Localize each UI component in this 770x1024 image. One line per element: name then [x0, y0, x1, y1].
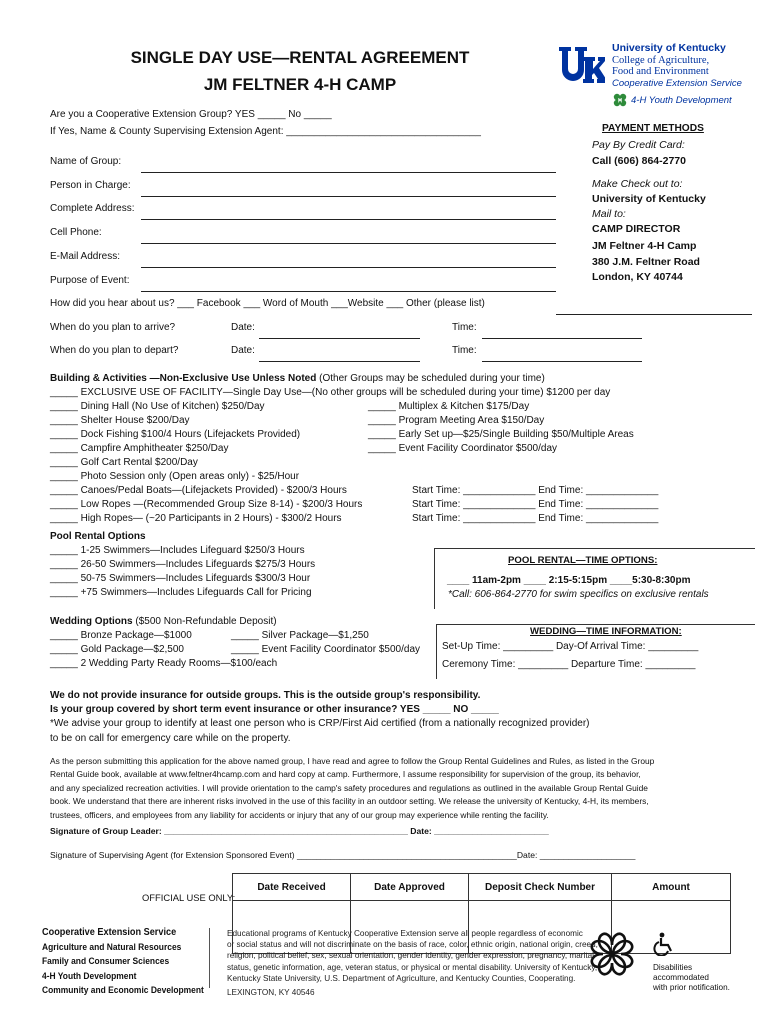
uk-logo-icon — [557, 43, 605, 87]
legal-line: trustees, officers, and employees from any liability for accidents or injury that any of our group may experience while renting the facility. — [50, 809, 549, 820]
statement-line: status, genetic information, age, veteran status, or physical or mental disability. University of Kentucky, — [227, 962, 598, 972]
svg-text:H: H — [617, 97, 623, 105]
extension-agent-question: If Yes, Name & County Supervising Extension Agent: ___________________________________ — [50, 126, 481, 137]
wedding-coordinator[interactable]: _____ Event Facility Coordinator $500/day — [231, 644, 421, 655]
disability-line: accommodated — [653, 972, 709, 982]
logo-line-1: University of Kentucky — [612, 42, 726, 54]
activity-campfire[interactable]: _____ Campfire Amphitheater $250/Day — [50, 443, 229, 454]
footer-city: LEXINGTON, KY 40546 — [227, 988, 315, 998]
activities-heading-text: Building & Activities —Non-Exclusive Use Unless Noted — [50, 373, 317, 384]
pay-credit-label: Pay By Credit Card: — [592, 139, 685, 151]
exclusive-use-option[interactable]: _____ EXCLUSIVE USE OF FACILITY—Single Day Use—(No other groups will be scheduled during your time) $1200 per day — [50, 387, 611, 398]
pool-note: *Call: 606-864-2770 for swim specifics on exclusive rentals — [448, 589, 709, 600]
mail-label: Mail to: — [592, 208, 626, 220]
activity-high-ropes[interactable]: _____ High Ropes— (~20 Participants in 2 Hours) - $300/2 Hours — [50, 513, 342, 524]
col-deposit-check: Deposit Check Number — [469, 874, 612, 901]
mail-recipient: CAMP DIRECTOR — [592, 223, 681, 235]
cell-phone-label: Cell Phone: — [50, 227, 102, 238]
footer-statement — [227, 928, 598, 998]
statement-line: religion, political belief, sex, sexual orientation, gender identity, gender expression, pregnancy, marital — [227, 951, 594, 961]
high-ropes-start-end[interactable]: Start Time: _____________ End Time: _____________ — [412, 513, 659, 524]
pool-time-heading: POOL RENTAL—TIME OPTIONS: — [508, 555, 658, 566]
legal-line: Rental Guide book, available at www.feltner4hcamp.com and hard copy at camp. Furthermore, I assume responsibility for supervision of the group, its behavior, — [50, 769, 641, 780]
depart-date-field[interactable] — [259, 361, 420, 362]
page-title: SINGLE DAY USE—RENTAL AGREEMENT — [130, 48, 470, 67]
disability-line: Disabilities — [653, 963, 693, 972]
referral-other-field[interactable] — [556, 314, 752, 315]
arrive-date-label: Date: — [231, 322, 255, 333]
legal-line: As the person submitting this application for the above named group, I have read and agree to follow the Group Rental Guidelines and Rules, as listed in the Group — [50, 756, 655, 766]
statement-line: Educational programs of Kentucky Cooperative Extension serve all people regardless of economic — [227, 929, 583, 938]
first-aid-advice: *We advise your group to identify at least one person who is CRP/First Aid certified (from a nationally recognized provider) — [50, 718, 590, 729]
pool-option-3[interactable]: _____ 50-75 Swimmers—Includes Lifeguards $300/3 Hour — [50, 573, 311, 584]
official-use-label: OFFICIAL USE ONLY: — [142, 892, 236, 903]
wedding-silver[interactable]: _____ Silver Package—$1,250 — [231, 630, 369, 641]
logo-line-3: Food and Environment — [612, 66, 709, 77]
mail-road: 380 J.M. Feltner Road — [592, 256, 700, 268]
arrive-date-field[interactable] — [259, 338, 420, 339]
wedding-heading — [50, 616, 277, 627]
logo-line-4: Cooperative Extension Service — [612, 77, 742, 89]
clover-icon — [612, 92, 628, 108]
wedding-heading-note: ($500 Non-Refundable Deposit) — [132, 616, 277, 627]
check-payee: University of Kentucky — [592, 193, 706, 205]
activities-heading-note: (Other Groups may be scheduled during your time) — [316, 373, 545, 384]
footer-program: Cooperative Extension Service — [42, 927, 177, 938]
wedding-gold[interactable]: _____ Gold Package—$2,500 — [50, 644, 184, 655]
check-label: Make Check out to: — [592, 178, 683, 190]
col-date-approved: Date Approved — [351, 874, 469, 901]
statement-line: Kentucky State University, U.S. Department of Agriculture, and Kentucky Counties, Cooperating. — [227, 973, 576, 983]
group-name-label: Name of Group: — [50, 156, 122, 167]
activity-photo-session[interactable]: _____ Photo Session only (Open areas only) - $25/Hour — [50, 471, 300, 482]
wedding-ready-rooms[interactable]: _____ 2 Wedding Party Ready Rooms—$100/each — [50, 658, 278, 669]
extension-group-question: Are you a Cooperative Extension Group? YES _____ No _____ — [50, 109, 332, 120]
activity-dining-hall[interactable]: _____ Dining Hall (No Use of Kitchen) $250/Day — [50, 401, 265, 412]
agent-signature-line[interactable]: Signature of Supervising Agent (for Extension Sponsored Event) ______________________________________________Date: ____________________ — [50, 850, 636, 860]
address-label: Complete Address: — [50, 203, 135, 214]
payment-methods-heading: PAYMENT METHODS — [602, 123, 704, 134]
col-amount: Amount — [612, 874, 731, 901]
arrive-label: When do you plan to arrive? — [50, 322, 176, 333]
insurance-question[interactable]: Is your group covered by short term event insurance or other insurance? YES _____ NO _____ — [50, 704, 499, 715]
logo-line-2: College of Agriculture, — [612, 54, 710, 66]
pay-phone: Call (606) 864-2770 — [592, 155, 686, 167]
activity-low-ropes[interactable]: _____ Low Ropes —(Recommended Group Size 8-14) - $200/3 Hours — [50, 499, 363, 510]
legal-line: book. We understand that there are inherent risks involved in the use of this facility in an outdoor setting. We release the university of Kentucky, 4-H, its members, — [50, 796, 649, 807]
legal-line: and any specialized recreation activities. I will provide orientation to the camp's safety procedures and regulations as outlined in the available Group Rental Guide — [50, 782, 648, 793]
leader-signature-line[interactable]: Signature of Group Leader: ___________________________________________________ Date: ________________________ — [50, 826, 549, 836]
activity-canoes[interactable]: _____ Canoes/Pedal Boats—(Lifejackets Provided) - $200/3 Hours — [50, 485, 347, 496]
col-date-received: Date Received — [233, 874, 351, 901]
depart-time-field[interactable] — [482, 361, 642, 362]
activity-shelter-house[interactable]: _____ Shelter House $200/Day — [50, 415, 190, 426]
person-in-charge-label: Person in Charge: — [50, 180, 131, 191]
pool-heading: Pool Rental Options — [50, 531, 146, 542]
person-in-charge-field[interactable] — [141, 196, 556, 197]
purpose-label: Purpose of Event: — [50, 275, 130, 286]
first-aid-advice-2: to be on call for emergency care while on the property. — [50, 733, 291, 744]
pool-option-2[interactable]: _____ 26-50 Swimmers—Includes Lifeguards $275/3 Hours — [50, 559, 316, 570]
depart-time-label: Time: — [452, 345, 477, 356]
footer-programs — [42, 926, 226, 999]
depart-label: When do you plan to depart? — [50, 345, 179, 356]
pool-option-1[interactable]: _____ 1-25 Swimmers—Includes Lifeguard $250/3 Hours — [50, 545, 305, 556]
low-ropes-start-end[interactable]: Start Time: _____________ End Time: _____________ — [412, 499, 659, 510]
footer-program: 4-H Youth Development — [42, 970, 137, 982]
arrive-time-field[interactable] — [482, 338, 642, 339]
depart-date-label: Date: — [231, 345, 255, 356]
activity-multiplex[interactable]: _____ Multiplex & Kitchen $175/Day — [368, 401, 530, 412]
wedding-setup-times[interactable]: Set-Up Time: _________ Day-Of Arrival Time: _________ — [442, 641, 699, 652]
statement-line: or social status and will not discriminate on the basis of race, color, ethnic origin, national origin, creed, — [227, 940, 598, 950]
address-field[interactable] — [141, 219, 556, 220]
legal-agreement — [50, 755, 654, 822]
arrive-time-label: Time: — [452, 322, 477, 333]
activity-early-setup[interactable]: _____ Early Set up—$25/Single Building $50/Multiple Areas — [368, 429, 634, 440]
cell-phone-field[interactable] — [141, 243, 556, 244]
wedding-bronze[interactable]: _____ Bronze Package—$1000 — [50, 630, 192, 641]
accessibility-icon — [653, 932, 675, 956]
activity-event-coordinator[interactable]: _____ Event Facility Coordinator $500/day — [368, 443, 558, 454]
disability-note — [653, 963, 730, 992]
wedding-ceremony-times[interactable]: Ceremony Time: _________ Departure Time: _________ — [442, 659, 696, 670]
mail-city: London, KY 40744 — [592, 271, 683, 283]
footer-program: Community and Economic Development — [42, 985, 204, 996]
mail-camp: JM Feltner 4-H Camp — [592, 240, 697, 252]
activity-program-meeting[interactable]: _____ Program Meeting Area $150/Day — [368, 415, 545, 426]
canoes-start-end[interactable]: Start Time: _____________ End Time: _____________ — [412, 485, 659, 496]
purpose-field[interactable] — [141, 291, 556, 292]
4h-clover-icon — [585, 927, 639, 981]
activity-dock-fishing[interactable]: _____ Dock Fishing $100/4 Hours (Lifejackets Provided) — [50, 429, 301, 440]
youth-development-label: 4-H Youth Development — [631, 95, 732, 106]
wedding-time-heading: WEDDING—TIME INFORMATION: — [530, 626, 682, 637]
pool-time-slots[interactable]: ____ 11am-2pm ____ 2:15-5:15pm ____5:30-8:30pm — [447, 575, 691, 586]
email-field[interactable] — [141, 267, 556, 268]
insurance-notice: We do not provide insurance for outside groups. This is the outside group's responsibility. — [50, 690, 481, 701]
email-label: E-Mail Address: — [50, 251, 121, 262]
activities-heading — [50, 373, 545, 384]
college-name — [612, 43, 742, 89]
footer-program: Agriculture and Natural Resources — [42, 941, 182, 953]
activity-golf-cart[interactable]: _____ Golf Cart Rental $200/Day — [50, 457, 198, 468]
footer-program: Family and Consumer Sciences — [42, 956, 170, 967]
footer-divider — [209, 928, 210, 988]
wedding-heading-text: Wedding Options — [50, 616, 133, 627]
disability-line: with prior notification. — [653, 982, 730, 992]
pool-option-4[interactable]: _____ +75 Swimmers—Includes Lifeguards Call for Pricing — [50, 587, 312, 598]
referral-question: How did you hear about us? ___ Facebook ___ Word of Mouth ___Website ___ Other (please list) — [50, 298, 485, 309]
group-name-field[interactable] — [141, 172, 556, 173]
page-subtitle: JM FELTNER 4-H CAMP — [203, 75, 397, 94]
